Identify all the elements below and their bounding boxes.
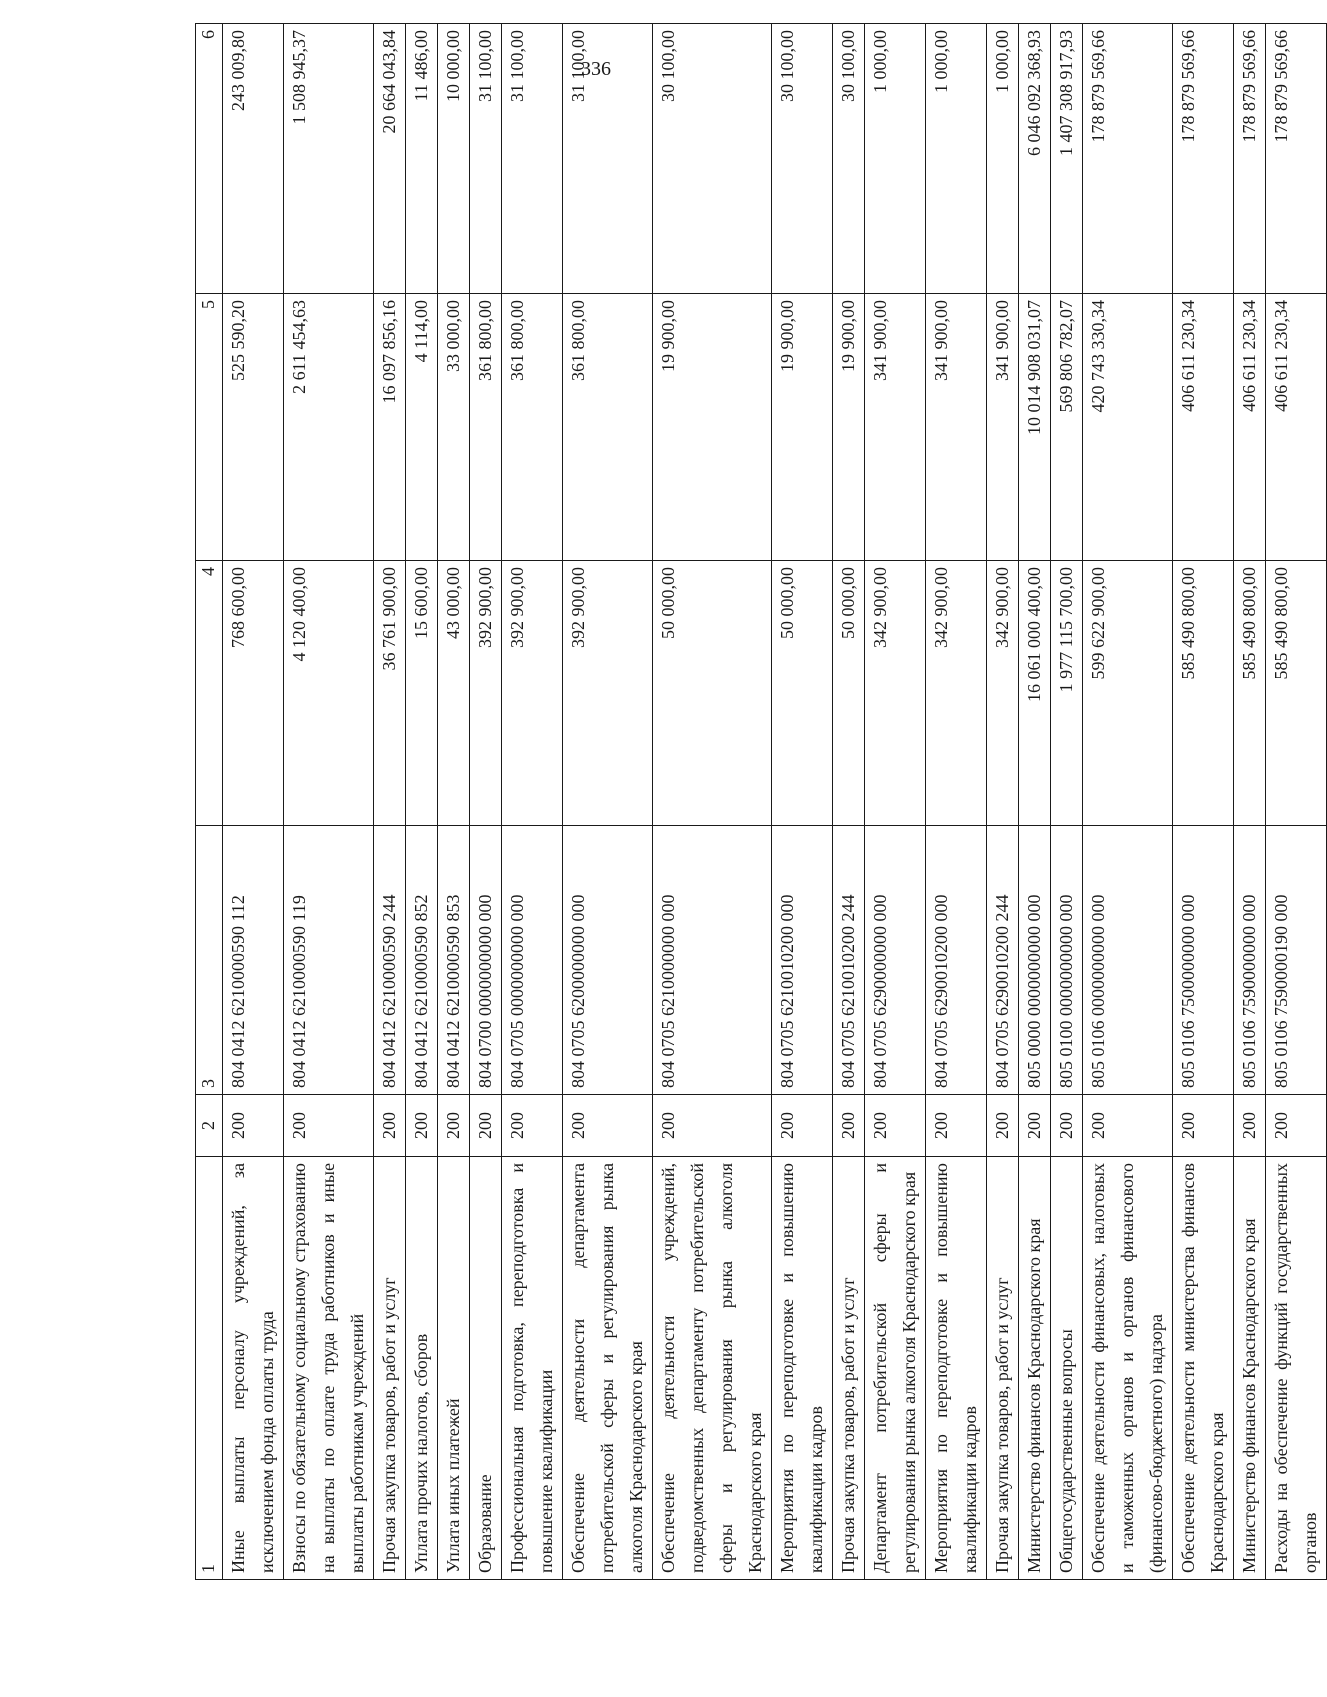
row-col-4: 585 490 800,00 [1173,561,1234,826]
row-classifier: 804 0412 6210000590 112 [223,826,284,1095]
row-col-5: 341 900,00 [987,294,1019,561]
table-row [653,24,772,1580]
row-name: Мероприятия по переподготовке и повышению квалификации кадров [772,1157,833,1580]
row-name: Министерство финансов Краснодарского края [1019,1157,1051,1580]
row-col-5: 4 114,00 [406,294,438,561]
row-name: Общегосударственные вопросы [1051,1157,1083,1580]
row-name: Министерство финансов Краснодарского края [1234,1157,1266,1580]
row-col-5: 19 900,00 [833,294,865,561]
row-code: 200 [772,1095,833,1157]
row-name: Обеспечение деятельности министерства финансов Краснодарского края [1173,1157,1234,1580]
row-name: Уплата прочих налогов, сборов [406,1157,438,1580]
row-classifier: 805 0106 0000000000 000 [1083,826,1173,1095]
row-col-6: 178 879 569,66 [1266,24,1327,294]
row-col-5: 16 097 856,16 [374,294,406,561]
row-name: Уплата иных платежей [438,1157,470,1580]
row-col-5: 10 014 908 031,07 [1019,294,1051,561]
table-row [987,24,1019,1580]
row-col-4: 50 000,00 [772,561,833,826]
row-col-5: 420 743 330,34 [1083,294,1173,561]
row-classifier: 804 0412 6210000590 853 [438,826,470,1095]
row-col-4: 342 900,00 [987,561,1019,826]
row-code: 200 [563,1095,653,1157]
header-col-3: 3 [196,826,223,1095]
row-col-4: 599 622 900,00 [1083,561,1173,826]
row-col-4: 585 490 800,00 [1266,561,1327,826]
row-classifier: 804 0705 6290010200 244 [987,826,1019,1095]
table-row [1019,24,1051,1580]
row-classifier: 804 0705 6200000000 000 [563,826,653,1095]
row-col-6: 20 664 043,84 [374,24,406,294]
row-code: 200 [438,1095,470,1157]
row-classifier: 805 0100 0000000000 000 [1051,826,1083,1095]
row-classifier: 804 0700 0000000000 000 [470,826,502,1095]
row-name: Профессиональная подготовка, переподготовка и повышение квалификации [502,1157,563,1580]
row-code: 200 [987,1095,1019,1157]
row-classifier: 804 0412 6210000590 119 [284,826,374,1095]
table-row [1266,24,1327,1580]
page-number: 336 [581,58,611,80]
row-col-5: 569 806 782,07 [1051,294,1083,561]
row-classifier: 805 0000 0000000000 000 [1019,826,1051,1095]
row-code: 200 [1019,1095,1051,1157]
table-row [470,24,502,1580]
row-col-5: 361 800,00 [502,294,563,561]
row-col-4: 43 000,00 [438,561,470,826]
row-col-4: 392 900,00 [470,561,502,826]
row-col-6: 1 407 308 917,93 [1051,24,1083,294]
row-col-4: 50 000,00 [653,561,772,826]
row-col-6: 178 879 569,66 [1083,24,1173,294]
row-col-5: 341 900,00 [865,294,926,561]
row-code: 200 [223,1095,284,1157]
row-col-6: 178 879 569,66 [1234,24,1266,294]
row-name: Расходы на обеспечение функций государственных органов [1266,1157,1327,1580]
row-col-5: 33 000,00 [438,294,470,561]
row-col-6: 6 046 092 368,93 [1019,24,1051,294]
row-col-5: 525 590,20 [223,294,284,561]
table-row [1234,24,1266,1580]
table-row [833,24,865,1580]
row-col-6: 31 100,00 [563,24,653,294]
row-col-5: 406 611 230,34 [1234,294,1266,561]
row-name: Департамент потребительской сферы и регулирования рынка алкоголя Краснодарского края [865,1157,926,1580]
row-name: Образование [470,1157,502,1580]
header-row [196,24,223,1580]
row-name: Обеспечение деятельности департамента потребительской сферы и регулирования рынка алкоголя Краснодарского края [563,1157,653,1580]
row-code: 200 [1266,1095,1327,1157]
table-row [1173,24,1234,1580]
row-code: 200 [284,1095,374,1157]
header-col-2: 2 [196,1095,223,1157]
header-col-1: 1 [196,1157,223,1580]
row-classifier: 804 0705 6210010200 000 [772,826,833,1095]
row-col-4: 16 061 000 400,00 [1019,561,1051,826]
row-code: 200 [406,1095,438,1157]
table-row [1051,24,1083,1580]
row-code: 200 [926,1095,987,1157]
row-col-6: 10 000,00 [438,24,470,294]
row-classifier: 804 0705 6290000000 000 [865,826,926,1095]
row-classifier: 805 0106 7500000000 000 [1173,826,1234,1095]
row-col-4: 1 977 115 700,00 [1051,561,1083,826]
row-col-4: 342 900,00 [865,561,926,826]
row-col-5: 406 611 230,34 [1266,294,1327,561]
row-name: Прочая закупка товаров, работ и услуг [374,1157,406,1580]
row-code: 200 [1083,1095,1173,1157]
row-classifier: 805 0106 7590000190 000 [1266,826,1327,1095]
row-name: Обеспечение деятельности финансовых, налоговых и таможенных органов и органов финансового (финансово-бюджетного) надзора [1083,1157,1173,1580]
row-col-6: 30 100,00 [833,24,865,294]
row-col-5: 341 900,00 [926,294,987,561]
row-col-5: 19 900,00 [772,294,833,561]
table-row [563,24,653,1580]
row-classifier: 804 0705 6290010200 000 [926,826,987,1095]
table-row [223,24,284,1580]
row-classifier: 804 0412 6210000590 244 [374,826,406,1095]
row-code: 200 [865,1095,926,1157]
row-code: 200 [1173,1095,1234,1157]
row-col-4: 585 490 800,00 [1234,561,1266,826]
row-code: 200 [1051,1095,1083,1157]
row-col-6: 11 486,00 [406,24,438,294]
row-name: Прочая закупка товаров, работ и услуг [833,1157,865,1580]
header-col-6: 6 [196,24,223,294]
row-code: 200 [833,1095,865,1157]
row-col-4: 768 600,00 [223,561,284,826]
row-col-4: 392 900,00 [502,561,563,826]
row-col-5: 361 800,00 [470,294,502,561]
row-col-6: 1 000,00 [987,24,1019,294]
row-classifier: 805 0106 7590000000 000 [1234,826,1266,1095]
row-code: 200 [374,1095,406,1157]
table-row [865,24,926,1580]
row-name: Прочая закупка товаров, работ и услуг [987,1157,1019,1580]
table-row [502,24,563,1580]
table-row [374,24,406,1580]
row-name: Обеспечение деятельности учреждений, подведомственных департаменту потребительской сферы и регулирования рынка алкоголя Краснодарского края [653,1157,772,1580]
row-col-4: 50 000,00 [833,561,865,826]
row-classifier: 804 0705 0000000000 000 [502,826,563,1095]
table-body [223,24,1327,1580]
row-col-6: 30 100,00 [772,24,833,294]
row-col-5: 2 611 454,63 [284,294,374,561]
row-code: 200 [502,1095,563,1157]
row-col-5: 406 611 230,34 [1173,294,1234,561]
row-classifier: 804 0705 6210000000 000 [653,826,772,1095]
row-name: Иные выплаты персоналу учреждений, за исключением фонда оплаты труда [223,1157,284,1580]
row-col-4: 36 761 900,00 [374,561,406,826]
row-name: Мероприятия по переподготовке и повышению квалификации кадров [926,1157,987,1580]
row-classifier: 804 0412 6210000590 852 [406,826,438,1095]
row-col-6: 1 000,00 [865,24,926,294]
header-col-5: 5 [196,294,223,561]
budget-table [195,23,1327,1580]
row-col-6: 243 009,80 [223,24,284,294]
row-name: Взносы по обязательному социальному страхованию на выплаты по оплате труда работников и иные выплаты работникам учреждений [284,1157,374,1580]
table-row [1083,24,1173,1580]
row-col-5: 19 900,00 [653,294,772,561]
row-col-4: 15 600,00 [406,561,438,826]
table-row [406,24,438,1580]
row-col-6: 31 100,00 [502,24,563,294]
header-col-4: 4 [196,561,223,826]
row-code: 200 [470,1095,502,1157]
table-row [438,24,470,1580]
row-col-6: 178 879 569,66 [1173,24,1234,294]
row-code: 200 [653,1095,772,1157]
row-col-4: 4 120 400,00 [284,561,374,826]
row-col-6: 1 508 945,37 [284,24,374,294]
row-col-4: 392 900,00 [563,561,653,826]
row-col-6: 30 100,00 [653,24,772,294]
row-classifier: 804 0705 6210010200 244 [833,826,865,1095]
table-row [284,24,374,1580]
table-row [926,24,987,1580]
row-col-6: 1 000,00 [926,24,987,294]
row-col-5: 361 800,00 [563,294,653,561]
row-code: 200 [1234,1095,1266,1157]
row-col-4: 342 900,00 [926,561,987,826]
row-col-6: 31 100,00 [470,24,502,294]
table-row [772,24,833,1580]
